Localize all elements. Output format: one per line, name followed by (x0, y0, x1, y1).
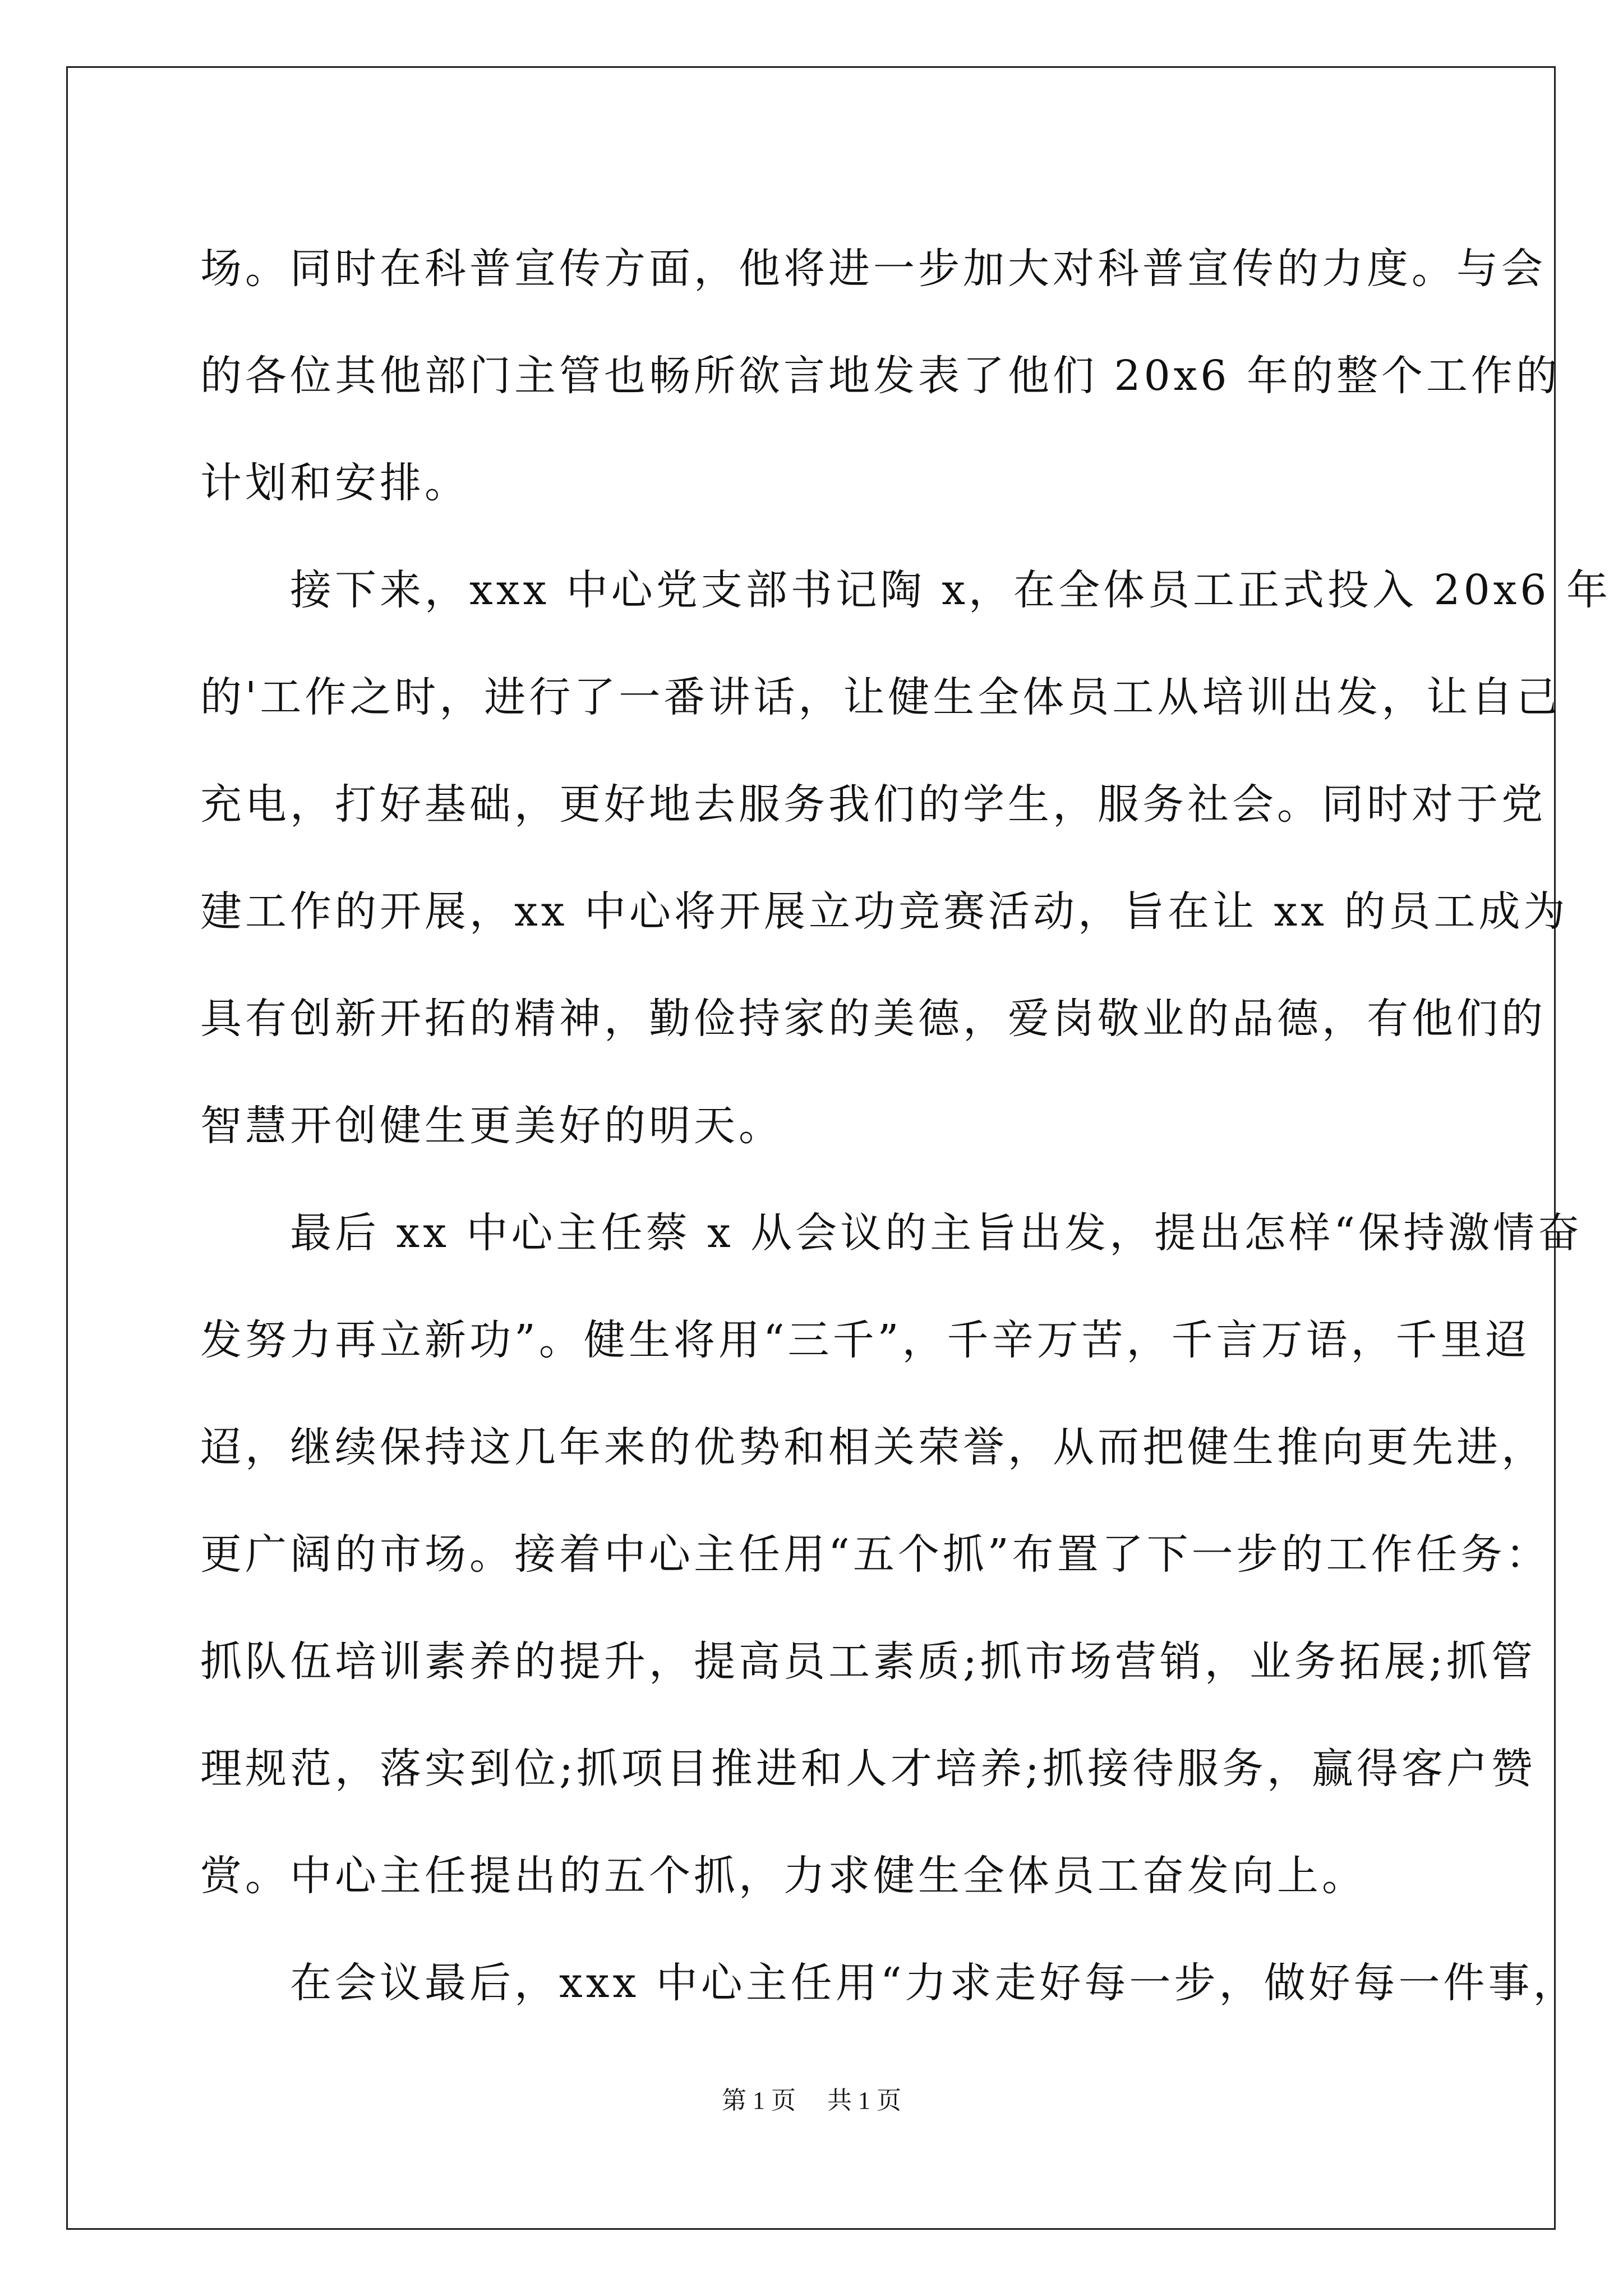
text-line: 更广阔的市场。接着中心主任用“五个抓”布置了下一步的工作任务： (200, 1530, 1551, 1579)
text-line: 的各位其他部门主管也畅所欲言地发表了他们 20x6 年的整个工作的 (200, 352, 1561, 400)
text-line: 计划和安排。 (200, 459, 469, 507)
page-number-current: 第 1 页 (722, 2087, 796, 2114)
document-body (200, 215, 1611, 2037)
text-line: 抓队伍培训素养的提升，提高员工素质;抓市场营销，业务拓展;抓管 (200, 1637, 1536, 1686)
text-line: 建工作的开展，xx 中心将开展立功竞赛活动，旨在让 xx 的员工成为 (200, 887, 1569, 936)
page-footer (0, 2084, 1623, 2118)
text-line: 具有创新开拓的精神，勤俭持家的美德，爱岗敬业的品德，有他们的 (200, 995, 1546, 1043)
text-line: 赏。中心主任提出的五个抓，力求健生全体员工奋发向上。 (200, 1852, 1367, 1900)
text-line: 在会议最后，xxx 中心主任用“力求走好每一步，做好每一件事， (200, 1959, 1578, 2007)
text-line: 充电，打好基础，更好地去服务我们的学生，服务社会。同时对于党 (200, 780, 1546, 829)
text-line: 发努力再立新功”。健生将用“三千”，千辛万苦，千言万语，千里迢 (200, 1316, 1530, 1364)
page-number-total: 共 1 页 (827, 2087, 901, 2114)
text-line: 接下来，xxx 中心党支部书记陶 x，在全体员工正式投入 20x6 年 (200, 566, 1611, 614)
text-line: 场。同时在科普宣传方面，他将进一步加大对科普宣传的力度。与会 (200, 245, 1546, 293)
text-line: 智慧开创健生更美好的明天。 (200, 1102, 783, 1150)
text-line: 迢，继续保持这几年来的优势和相关荣誉，从而把健生推向更先进， (200, 1423, 1546, 1471)
text-line: 的'工作之时，进行了一番讲话，让健生全体员工从培训出发，让自己 (200, 673, 1561, 721)
text-line: 最后 xx 中心主任蔡 x 从会议的主旨出发，提出怎样“保持激情奋 (200, 1209, 1583, 1257)
text-line: 理规范，落实到位;抓项目推进和人才培养;抓接待服务，赢得客户赞 (200, 1745, 1536, 1793)
